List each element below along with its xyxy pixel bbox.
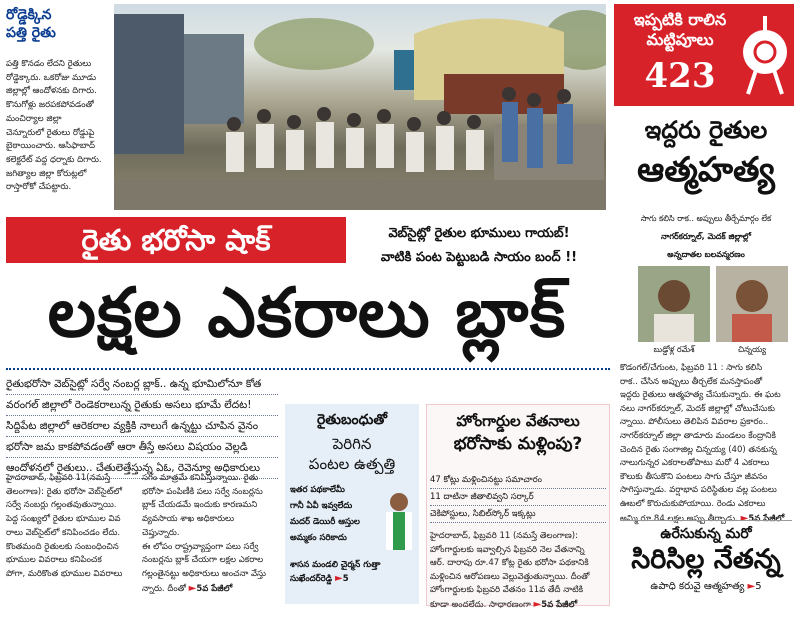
lead-banner-text: రైతు భరోసా షాక్ [81, 223, 271, 257]
lead-body-col-2 [142, 472, 272, 596]
rythu-bandhu-line: మదర్ డెయిరీ ఆస్తుల [290, 517, 360, 527]
lead-continued[interactable]: 5వ పేజీలో [196, 583, 233, 594]
lead-body-line: ఈ లోపం రాష్ట్రవ్యాప్తంగా పలు సర్వే [142, 541, 259, 552]
death-counter-title-line: ఇప్పటికి రాలిన [633, 10, 727, 29]
lead-body-last-line [142, 582, 272, 597]
lead-bullet: ఆందోళనలో రైతులు.. చేతులెత్తేస్తున్న ఏఓ, రెవెన్యూ అధికారులు [6, 458, 278, 479]
continue-arrow-icon: ► [533, 598, 542, 610]
lead-body-line: సగం మాత్రమే కనిపిస్తున్నాయి. రైతు [142, 473, 259, 483]
right-story-line: నలు నాగర్‌కర్నూల్, మెదక్ జిల్లాల్లో చోటుచేసుకు [620, 403, 776, 414]
rythu-bandhu-kicker: రైతుబంధుతో [316, 412, 388, 428]
lead-body-line: వ్యవసాయ శాఖ అధికారులు చెప్తున్నారు. [142, 514, 235, 538]
lead-subhead-1: వెబ్‌సైట్లో రైతుల భూములు గాయబ్! [388, 226, 570, 241]
victim-portrait-2 [716, 266, 788, 342]
lead-banner [6, 217, 346, 263]
lead-body-line: గల్లంతైనట్టు అధికారులు అంచనా వేస్తు [142, 568, 266, 579]
weaver-page-pointer[interactable]: 5 [755, 581, 762, 592]
death-counter-title [624, 10, 736, 50]
side-story-line: మంచిర్యాల జిల్లా [6, 113, 62, 124]
lead-bullet: రైతుభరోసా వెబ్‌సైట్లో సర్వే నంబర్ల బ్లాక్.. ఉన్న భూమిలోనూ కోత [6, 374, 278, 395]
lead-body-line: తెలంగాణ): రైతు భరోసా వెబ్‌సైట్‌లో [6, 486, 123, 497]
noose-emblem-icon [738, 12, 792, 98]
rythu-bandhu-body [290, 482, 382, 546]
side-story-line: రోడ్డెక్కారు. ఒకరోజు మూడు [6, 72, 97, 83]
page-pointer-icon: ► [747, 581, 756, 592]
lead-body-col-1 [6, 472, 136, 582]
home-guards-line: హైదరాబాద్, ఫిబ్రవరి 11 (నమస్తే తెలంగాణ): [430, 531, 578, 541]
lead-body-line: కొంతమంది రైతులకు సంబంధించిన [6, 541, 119, 552]
side-story-title: పత్తి రైతు [6, 25, 56, 41]
speaker-caption-text: శాసన మండలి చైర్మన్ గుత్తా సుఖేందర్‌రెడ్డి [290, 560, 381, 584]
right-story-line: కొడంగల్/చేగుంట, ఫిబ్రవరి 11 : సాగు కలిసి [620, 363, 763, 373]
lead-body-line: న్నారు. దీంతో [142, 583, 186, 594]
weaver-story-sub [620, 580, 792, 594]
right-story-subhead: నాగర్‌కర్నూల్, మెదక్ జిల్లాల్లో [661, 232, 751, 241]
right-story-subheads [620, 210, 792, 264]
right-story-line: న్నాయి. పోలీసులు తెలిపిన వివరాల ప్రకారం.. [620, 417, 769, 428]
right-story-subhead: సాగు కలిసి రాక.. అప్పులు తీర్చేమార్గం లేక [640, 214, 772, 223]
home-guards-line: మళ్లించిన ఆరోపణలు వెల్లువెత్తుతున్నాయి. దీంతో [430, 571, 590, 582]
rythu-bandhu-headline[interactable] [285, 434, 419, 474]
side-story-line: రాస్తారోకో చేపట్టారు. [6, 182, 72, 193]
death-counter-value: 423 [644, 56, 716, 96]
home-guards-headline-line: భరోసాకు మళ్లింపు? [453, 434, 583, 454]
continue-arrow-icon: ► [740, 512, 749, 524]
lead-bullet: వరంగల్ జిల్లాలో రెండెకరాలున్న రైతుకు అసలు భూమే లేదట! [6, 395, 278, 416]
right-story-body [620, 362, 792, 526]
continue-arrow-icon: ► [188, 582, 197, 594]
right-story-continued[interactable]: 5వ పేజీలో [748, 513, 785, 524]
right-story-line: నాగర్‌కర్నూల్ జిల్లా తాడూరు మండలం కేంద్రానికి [620, 430, 776, 441]
home-guards-point: 11 దాటినా జీతాలివ్వని సర్కార్ [430, 489, 606, 506]
lead-subhead-2: వాటికి పంట పెట్టుబడి సాయం బంద్ !! [380, 250, 578, 265]
right-story-line: సాగిస్తున్నాడు. వర్షాభావ పరిస్థితుల వల్ల పంటలు [620, 485, 777, 496]
speaker-caption [290, 558, 410, 586]
side-story-line: చెన్నూరులో రైతులు రోడ్డుపై [6, 127, 95, 138]
death-counter-title-line: మట్టిపూలు [646, 30, 714, 49]
right-story-kicker: ఇద్దరు రైతుల [644, 116, 768, 144]
home-guards-body [430, 530, 606, 613]
home-guards-continued[interactable]: 5వ పేజీలో [541, 599, 578, 610]
lead-body-line: పెద్ద సంఖ్యలో రైతుల భూముల వివ [6, 514, 121, 525]
victim-caption-1: బుడ్డోళ్ల రమేశ్ [653, 345, 695, 354]
farmers-protest-photo[interactable] [114, 4, 606, 210]
lead-body-line: హైదరాబాద్, ఫిబ్రవరి 11(నమస్తే [6, 473, 111, 483]
side-story-line: బైఠాయించారు. ఆసిఫాబాద్ [6, 141, 95, 152]
right-story-headline[interactable]: ఆత్మహత్య [637, 150, 775, 190]
side-story-line: జగిత్యాల జిల్లా కోరుట్లలో [6, 168, 87, 179]
lead-bullet-list [6, 374, 278, 479]
lead-body-line: భరోసా పంపిణీకి పలు సర్వే నంబర్లను [142, 486, 263, 497]
home-guards-line: హోంగార్డులకు ఇవ్వాల్సిన ఫిబ్రవరి నెల వేతనాన్ని [430, 544, 585, 555]
speaker-portrait [382, 486, 416, 550]
side-story-line: పత్తి కొనడం లేదని రైతులు [6, 59, 92, 69]
right-story-last-line [620, 512, 792, 527]
home-guards-point: 47 కోట్లు మళ్లించినట్టు సమాచారం [430, 472, 606, 489]
speaker-portrait-image [382, 486, 416, 550]
right-story-line: రాక.. చేసిన అప్పులు తీర్చలేక మనస్తాపంతో [620, 376, 763, 387]
protest-illustration [114, 4, 606, 210]
home-guards-line: కూడా అందలేదు. సాధారణంగా [430, 599, 531, 610]
home-guards-points [430, 472, 606, 523]
page-pointer-icon: ► [334, 573, 343, 584]
rythu-bandhu-line: అమ్మకం సరికాదు [290, 533, 347, 543]
divider [620, 520, 792, 521]
divider [6, 368, 610, 370]
lead-headline[interactable]: లక్షల ఎకరాలు బ్లాక్ [47, 274, 567, 353]
weaver-story-headline[interactable]: సిరిసిల్ల నేతన్న [631, 544, 781, 575]
victim-photo-2 [716, 266, 788, 342]
right-story-line: అమ్మి రూ.84 లక్షల అప్పు తీర్చాడు. [620, 513, 738, 524]
victim-photo-1 [638, 266, 710, 342]
home-guards-headline[interactable] [430, 410, 606, 456]
rythu-bandhu-headline-line: పెరిగిన [332, 435, 372, 453]
right-story-subhead: అన్నదాతల బలవన్మరణం [667, 250, 745, 259]
side-story-line: కలెక్టరేట్ వద్ద ధర్నాకు దిగారు. [6, 154, 102, 165]
side-story-line: కొనుగోళ్లు జరపకపోవడంతో [6, 100, 94, 111]
home-guards-last-line [430, 598, 606, 613]
lead-body-line: నంబర్లను బ్లాక్ చేయగా లక్షల ఎకరాల [142, 555, 264, 566]
right-story-line: ఇద్దరు రైతులు ఆత్మహత్య చేసుకున్నారు. ఈ ఘట [620, 390, 781, 401]
victim-portrait-1 [638, 266, 710, 342]
lead-bullet: సిద్దిపేట జిల్లాలో ఆరెకరాల వ్యక్తికి నాలుగే ఉన్నట్టు చూపిన వైనం [6, 416, 278, 437]
right-story-line: కౌలుకు తీసుకొని పంటలు సాగు చేస్తూ జీవనం [620, 471, 768, 482]
weaver-story-subtitle: ఉపాధి కరువై ఆత్మహత్య [650, 581, 745, 592]
lead-body-line: రాలు వెబ్‌సైట్‌లో కనిపించడం లేదు. [6, 527, 121, 538]
home-guards-line: హోంగార్డులకు ఫిబ్రవరి వేతనం 11వ తేదీ నాటికి [430, 585, 584, 596]
home-guards-point: చెకిపోస్టులు, సిబిల్‌స్కోర్ ఇక్కట్లు [430, 506, 606, 523]
victim-caption-2: చిన్నయ్య [738, 345, 766, 354]
rythu-bandhu-headline-line: పంటల ఉత్పత్తి [308, 455, 396, 473]
weaver-story-kicker: ఉరేసుకున్న మరో [660, 526, 752, 542]
right-story-line: ఊబలో కొరుచుకుపోయాయి. రెండు ఎకరాలు [620, 498, 766, 509]
right-story-line: నాలుగున్నర ఎకరాలతోపాటు మరో 4 ఎకరాలు [620, 458, 770, 469]
lead-body-line: బ్లాక్ చేయడమే ఇందుకు కారణమని [142, 500, 258, 511]
home-guards-headline-line: హోంగార్డుల వేతనాలు [456, 412, 580, 430]
lead-bullet: భరోసా జమ కాకపోవడంతో ఆరా తీస్తే అసలు విషయం వెల్లడి [6, 437, 278, 458]
home-guards-line: ఆర్. దారాపు రూ.47 కోట్ల రైతు భరోసా పథకానికి [430, 558, 589, 569]
side-story-kicker: రోడ్డెక్కిన [6, 7, 52, 23]
side-story-body [6, 58, 110, 195]
side-story-line: జిల్లాల్లో ఆందోళనకు దిగారు. [6, 86, 97, 97]
rythu-bandhu-line: ఇతర పథకాలేమీ [290, 485, 345, 495]
lead-body-line: పోగా, మరికొంత భూముల వివరాలు [6, 568, 123, 579]
lead-body-line: సర్వే నంబర్లు గల్లంతవుతున్నాయి. [6, 500, 117, 511]
side-story-headline[interactable] [6, 6, 110, 42]
lead-body-line: భూముల వివరాలు కనిపించక [6, 555, 102, 566]
right-story-line: చెందిన రైతు సంగాజిల్ల చిన్నయ్య (40) తనకున్న [620, 444, 777, 455]
rythu-bandhu-page-pointer[interactable]: 5 [342, 574, 349, 584]
rythu-bandhu-line: గానీ ఏవీ ఇవ్వలేదు [290, 501, 353, 511]
